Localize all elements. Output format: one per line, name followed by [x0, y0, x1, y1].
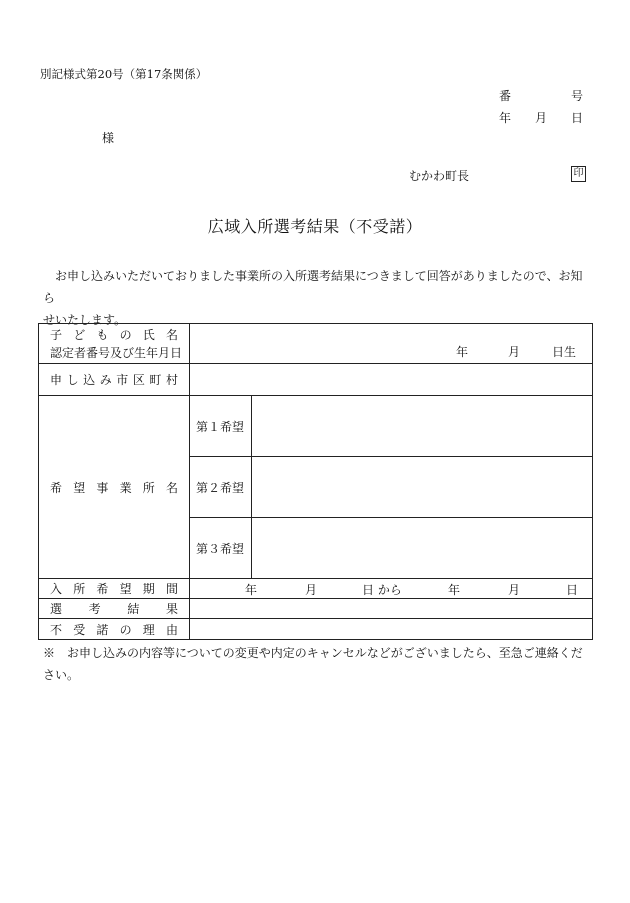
municipality-field[interactable] [190, 364, 593, 396]
choice-1-label: 第１希望 [190, 396, 252, 457]
date-month-label: 月 [535, 111, 548, 125]
period-day-from: 日 から [362, 583, 402, 597]
choice-3-label: 第３希望 [190, 518, 252, 579]
date-day-label: 日 [571, 111, 584, 125]
birth-month-label: 月 [508, 345, 521, 359]
birth-day-label: 日生 [552, 345, 577, 359]
choice-2-field[interactable] [252, 457, 593, 518]
period-year-2: 年 [448, 583, 461, 597]
period-month-2: 月 [508, 583, 521, 597]
addressee-suffix: 様 [102, 131, 115, 145]
date-year-label: 年 [499, 111, 512, 125]
cert-birth-label: 認定者番号及び生年月日 [50, 345, 183, 360]
child-name-label-cell [39, 324, 190, 364]
period-label: 入 所 希 望 期 間 [39, 579, 190, 599]
issuer-name: むかわ町長 [409, 169, 470, 183]
selection-result-field[interactable] [190, 599, 593, 619]
refusal-reason-field[interactable] [190, 619, 593, 640]
refusal-reason-label: 不 受 諾 の 理 由 [39, 619, 190, 640]
choice-2-label: 第２希望 [190, 457, 252, 518]
seal-mark: 印 [571, 166, 586, 182]
period-day-2: 日 [566, 583, 579, 597]
body-line-2: せいたします。 [43, 313, 127, 327]
child-name-label: 子 ど も の 氏 名 [50, 327, 178, 342]
body-text [43, 265, 591, 331]
form-number: 別記様式第20号（第17条関係） [40, 67, 208, 81]
footnote: ※ お申し込みの内容等についての変更や内定のキャンセルなどがございましたら、至急ご連絡ください。 [43, 646, 583, 682]
selection-result-label: 選 考 結 果 [39, 599, 190, 619]
document-title: 広域入所選考結果（不受諾） [207, 217, 423, 236]
period-month-1: 月 [305, 583, 318, 597]
number-label: 番 [499, 89, 512, 103]
number-suffix: 号 [571, 89, 584, 103]
municipality-label: 申し込み市区町村 [39, 364, 190, 396]
birth-year-label: 年 [456, 345, 469, 359]
result-form-table [38, 323, 593, 640]
desired-facility-label: 希 望 事 業 所 名 [39, 396, 190, 579]
period-field[interactable] [190, 579, 593, 599]
body-line-1: お申し込みいただいておりました事業所の入所選考結果につきまして回答がありましたので、お知ら [43, 269, 583, 305]
child-name-field[interactable] [190, 324, 593, 364]
choice-3-field[interactable] [252, 518, 593, 579]
period-year-1: 年 [245, 583, 258, 597]
choice-1-field[interactable] [252, 396, 593, 457]
